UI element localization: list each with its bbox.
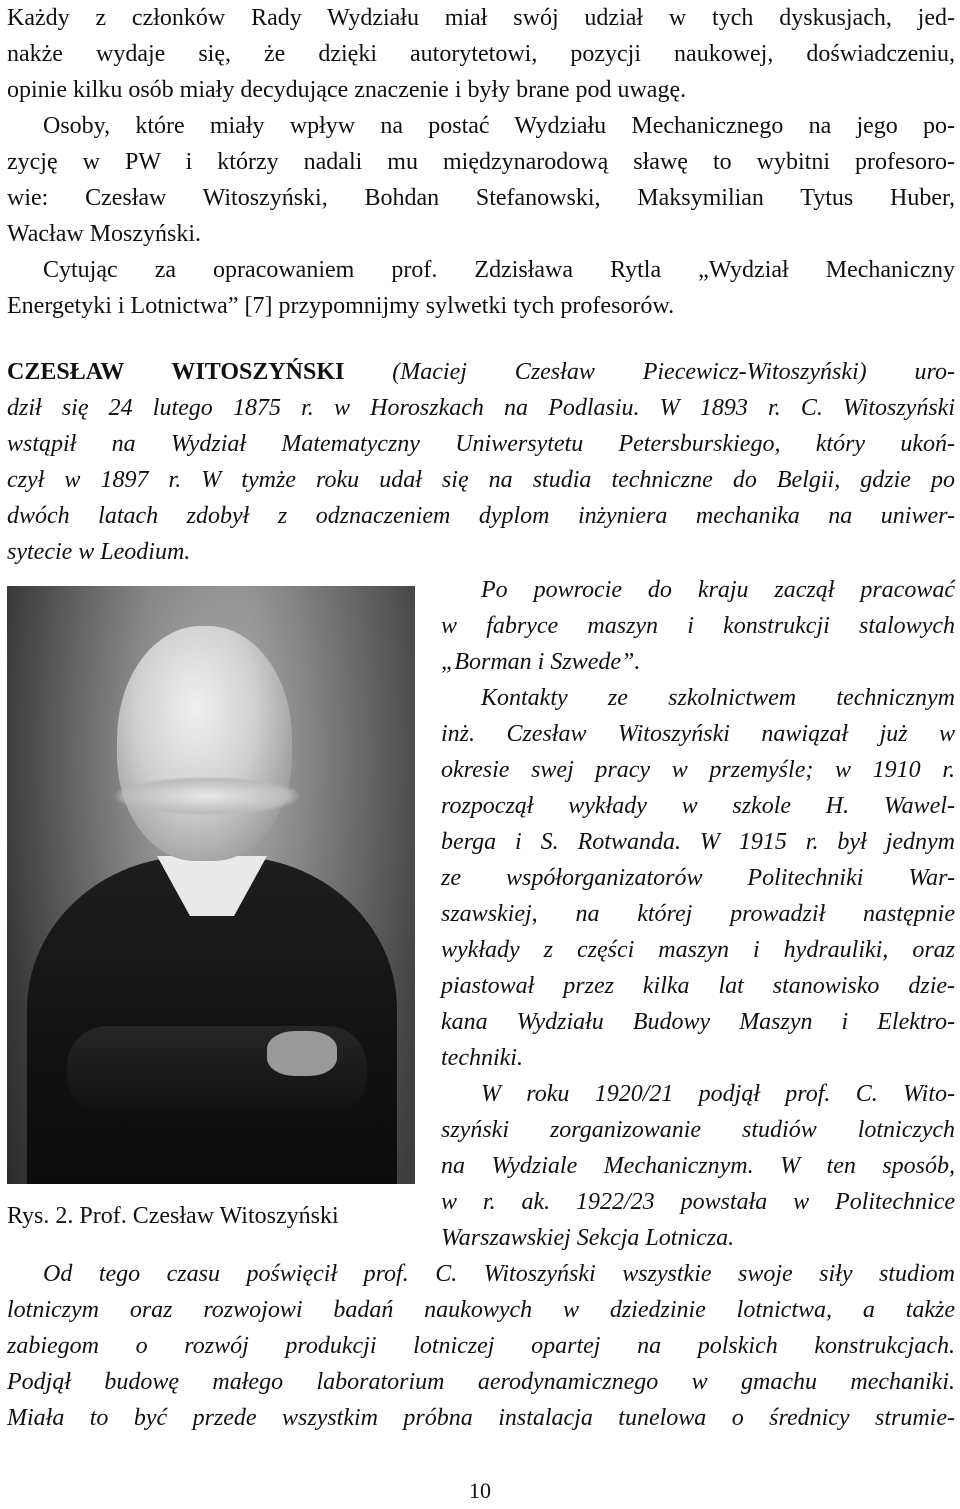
- column-line: w r. ak. 1922/23 powstała w Politechnice: [441, 1189, 955, 1215]
- column-line: piastował przez kilka lat stanowisko dzie-: [441, 973, 955, 999]
- text-line: nakże wydaje się, że dzięki autorytetowi, pozycji naukowej, doświadczeniu,: [7, 41, 955, 67]
- text-line: wie: Czesław Witoszyński, Bohdan Stefanowski, Maksymilian Tytus Huber,: [7, 185, 955, 211]
- text-line: zycję w PW i którzy nadali mu międzynarodową sławę to wybitni profesoro-: [7, 149, 955, 175]
- bio-heading-line: [7, 354, 955, 390]
- column-line: inż. Czesław Witoszyński nawiązał już w: [441, 721, 955, 747]
- column-line: berga i S. Rotwanda. W 1915 r. był jednym: [441, 829, 955, 855]
- final-line: zabiegom o rozwój produkcji lotniczej opartej na polskich konstrukcjach.: [7, 1333, 955, 1359]
- bio-name: CZESŁAW WITOSZYŃSKI: [7, 359, 345, 385]
- column-line: na Wydziale Mechanicznym. W ten sposób,: [441, 1153, 955, 1179]
- column-line: szyński zorganizowanie studiów lotniczych: [441, 1117, 955, 1143]
- column-line: okresie swej pracy w przemyśle; w 1910 r.: [441, 757, 955, 783]
- text-line: Wacław Moszyński.: [7, 221, 202, 247]
- final-line: Od tego czasu poświęcił prof. C. Witoszyński wszystkie swoje siły studiom: [43, 1261, 955, 1287]
- portrait-photo: [7, 586, 415, 1184]
- text-line: opinie kilku osób miały decydujące znaczenie i były brane pod uwagę.: [7, 77, 687, 103]
- bio-line: sytecie w Leodium.: [7, 539, 191, 565]
- final-line: Podjął budowę małego laboratorium aerodynamicznego w gmachu mechaniki.: [7, 1369, 955, 1395]
- column-line: rozpoczął wykłady w szkole H. Wawel-: [441, 793, 955, 819]
- final-line: Miała to być przede wszystkim próbna instalacja tunelowa o średnicy strumie-: [7, 1405, 955, 1431]
- column-line: Po powrocie do kraju zaczął pracować: [481, 577, 955, 603]
- column-line: Kontakty ze szkolnictwem technicznym: [481, 685, 955, 711]
- bio-first-line: (Maciej Czesław Piecewicz-Witoszyński) uro-: [344, 359, 956, 385]
- column-line: Warszawskiej Sekcja Lotnicza.: [441, 1225, 735, 1251]
- bio-line: wstąpił na Wydział Matematyczny Uniwersytetu Petersburskiego, który ukoń-: [7, 431, 955, 457]
- column-line: kana Wydziału Budowy Maszyn i Elektro-: [441, 1009, 955, 1035]
- text-line: Osoby, które miały wpływ na postać Wydziału Mechanicznego na jego po-: [43, 113, 955, 139]
- text-line: Energetyki i Lotnictwa” [7] przypomnijmy sylwetki tych profesorów.: [7, 293, 675, 319]
- figure-caption: Rys. 2. Prof. Czesław Witoszyński: [7, 1203, 339, 1229]
- column-line: wykłady z części maszyn i hydrauliki, oraz: [441, 937, 955, 963]
- final-line: lotniczym oraz rozwojowi badań naukowych w dziedzinie lotnictwa, a także: [7, 1297, 955, 1323]
- bio-line: czył w 1897 r. W tymże roku udał się na studia techniczne do Belgii, gdzie po: [7, 467, 955, 493]
- column-line: „Borman i Szwede”.: [441, 649, 641, 675]
- column-line: techniki.: [441, 1045, 523, 1071]
- page-number: 10: [469, 1478, 491, 1503]
- column-line: w fabryce maszyn i konstrukcji stalowych: [441, 613, 955, 639]
- bio-line: dwóch latach zdobył z odznaczeniem dyplom inżyniera mechanika na uniwer-: [7, 503, 955, 529]
- text-line: Cytując za opracowaniem prof. Zdzisława Rytla „Wydział Mechaniczny: [43, 257, 955, 283]
- column-line: W roku 1920/21 podjął prof. C. Wito-: [481, 1081, 955, 1107]
- bio-line: dził się 24 lutego 1875 r. w Horoszkach na Podlasiu. W 1893 r. C. Witoszyński: [7, 395, 955, 421]
- column-line: ze współorganizatorów Politechniki War-: [441, 865, 955, 891]
- column-line: szawskiej, na której prowadził następnie: [441, 901, 955, 927]
- text-line: Każdy z członków Rady Wydziału miał swój udział w tych dyskusjach, jed-: [7, 5, 955, 31]
